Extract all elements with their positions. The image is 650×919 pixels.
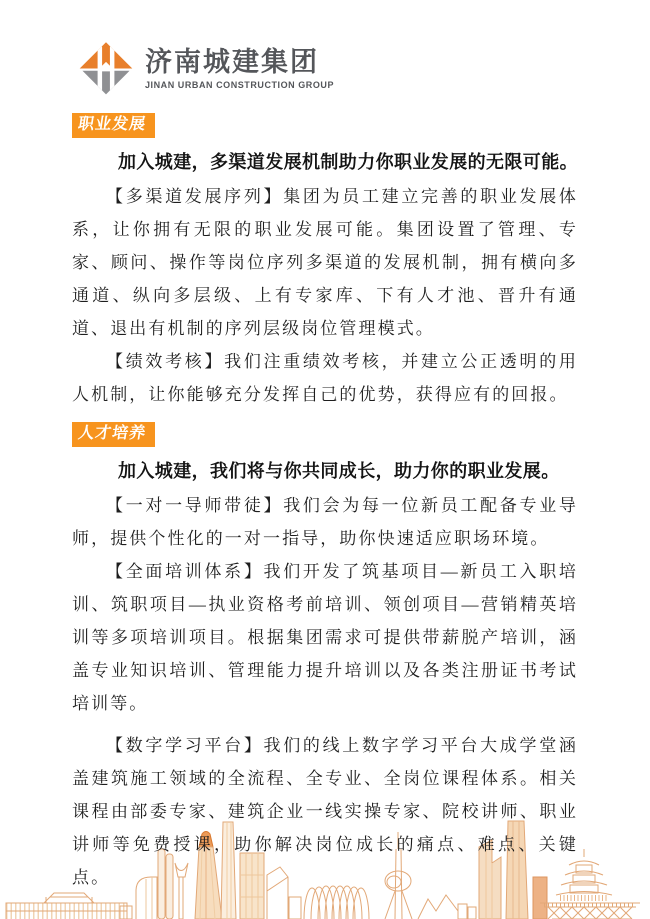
company-name-english: JINAN URBAN CONSTRUCTION GROUP (145, 79, 335, 90)
paragraph: 【数字学习平台】我们的线上数字学习平台大成学堂涵盖建筑施工领域的全流程、全专业、全岗位课程体系。相关课程由部委专家、建筑企业一线实操专家、院校讲师、职业讲师等免费授课，助你解决岗位成长的痛点、难点、关键点。 (72, 736, 578, 887)
section-badge-career (72, 113, 155, 138)
section-career-development (72, 113, 578, 411)
section-badge-talent (72, 422, 155, 447)
paragraph: 【一对一导师带徒】我们会为每一位新员工配备专业导师，提供个性化的一对一指导，助你快速适应职场环境。 (72, 496, 578, 548)
section-badge-label: 职业发展 (76, 116, 148, 133)
section-heading: 加入城建，多渠道发展机制助力你职业发展的无限可能。 (118, 152, 578, 172)
section-heading: 加入城建，我们将与你共同成长，助力你的职业发展。 (118, 461, 560, 481)
section-talent-cultivation (72, 422, 578, 894)
company-logo (78, 40, 334, 96)
paragraph: 【绩效考核】我们注重绩效考核，并建立公正透明的用人机制，让你能够充分发挥自己的优势，获得应有的回报。 (72, 352, 578, 404)
section-badge-label: 人才培养 (76, 425, 148, 442)
company-logo-text (145, 47, 334, 90)
paragraph: 【全面培训体系】我们开发了筑基项目—新员工入职培训、筑职项目—执业资格考前培训、领创项目—营销精英培训等多项培训项目。根据集团需求可提供带薪脱产培训，涵盖专业知识培训、管理能力提升培训以及各类注册证书考试培训等。 (72, 562, 578, 713)
company-name-chinese: 济南城建集团 (145, 46, 319, 77)
paragraph: 【多渠道发展序列】集团为员工建立完善的职业发展体系，让你拥有无限的职业发展可能。集团设置了管理、专家、顾问、操作等岗位序列多渠道的发展机制，拥有横向多通道、纵向多层级、上有专家库、下有人才池、晋升有通道、退出有机制的序列层级岗位管理模式。 (72, 187, 578, 338)
document-content (72, 113, 578, 894)
bridge-diamond-logo-icon (78, 40, 134, 96)
